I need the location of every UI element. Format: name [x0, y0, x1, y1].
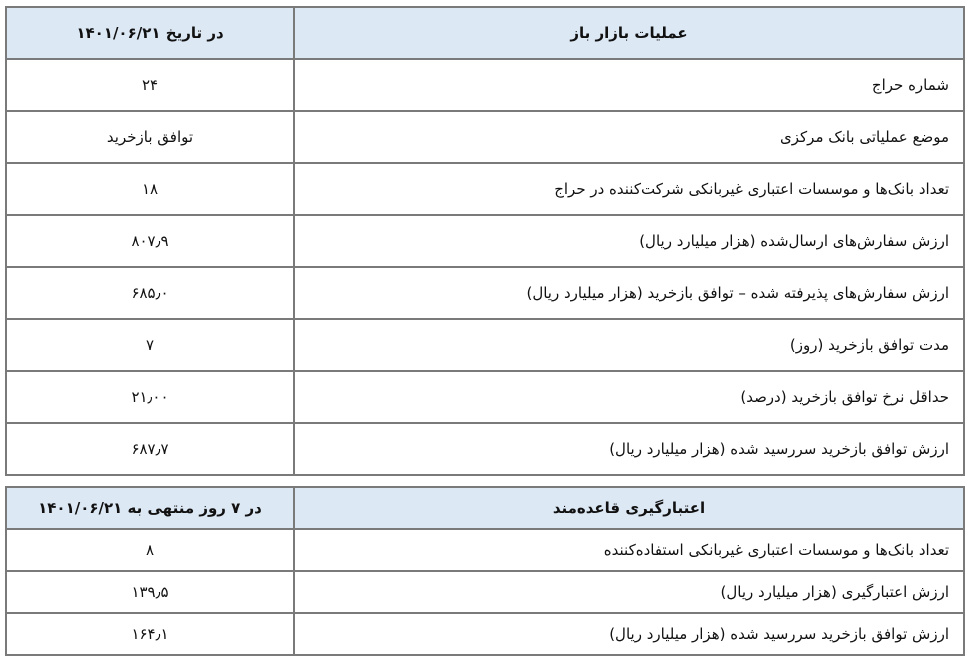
row-label: موضع عملیاتی بانک مرکزی [294, 111, 964, 163]
row-value: ۱۶۴٫۱ [6, 613, 294, 655]
row-label: تعداد بانک‌ها و موسسات اعتباری غیربانکی استفاده‌کننده [294, 529, 964, 571]
table-row [6, 613, 964, 655]
standing-facility-table [5, 486, 965, 656]
row-value: ۲۴ [6, 59, 294, 111]
open-market-operations-table [5, 6, 965, 476]
table-row [6, 371, 964, 423]
row-label: ارزش اعتبارگیری (هزار میلیارد ریال) [294, 571, 964, 613]
row-value: ۱۳۹٫۵ [6, 571, 294, 613]
row-value: ۸۰۷٫۹ [6, 215, 294, 267]
table-title: اعتبارگیری قاعده‌مند [294, 487, 964, 529]
row-label: ارزش سفارش‌های ارسال‌شده (هزار میلیارد ریال) [294, 215, 964, 267]
row-label: تعداد بانک‌ها و موسسات اعتباری غیربانکی شرکت‌کننده در حراج [294, 163, 964, 215]
date-header: در ۷ روز منتهی به ۱۴۰۱/۰۶/۲۱ [6, 487, 294, 529]
row-label: مدت توافق بازخرید (روز) [294, 319, 964, 371]
table-row [6, 267, 964, 319]
table-row [6, 319, 964, 371]
row-label: حداقل نرخ توافق بازخرید (درصد) [294, 371, 964, 423]
row-value: ۶۸۷٫۷ [6, 423, 294, 475]
table-row [6, 215, 964, 267]
table-row [6, 59, 964, 111]
row-value: توافق بازخرید [6, 111, 294, 163]
table-row [6, 111, 964, 163]
table-row [6, 163, 964, 215]
row-label: ارزش توافق بازخرید سررسید شده (هزار میلیارد ریال) [294, 423, 964, 475]
row-value: ۱۸ [6, 163, 294, 215]
table-row [6, 529, 964, 571]
table-header-row [6, 7, 964, 59]
row-value: ۶۸۵٫۰ [6, 267, 294, 319]
table-row [6, 423, 964, 475]
row-value: ۸ [6, 529, 294, 571]
row-label: شماره حراج [294, 59, 964, 111]
table-row [6, 571, 964, 613]
date-header: در تاریخ ۱۴۰۱/۰۶/۲۱ [6, 7, 294, 59]
row-value: ۷ [6, 319, 294, 371]
row-label: ارزش سفارش‌های پذیرفته شده – توافق بازخرید (هزار میلیارد ریال) [294, 267, 964, 319]
table-header-row [6, 487, 964, 529]
row-value: ۲۱٫۰۰ [6, 371, 294, 423]
row-label: ارزش توافق بازخرید سررسید شده (هزار میلیارد ریال) [294, 613, 964, 655]
table-title: عملیات بازار باز [294, 7, 964, 59]
